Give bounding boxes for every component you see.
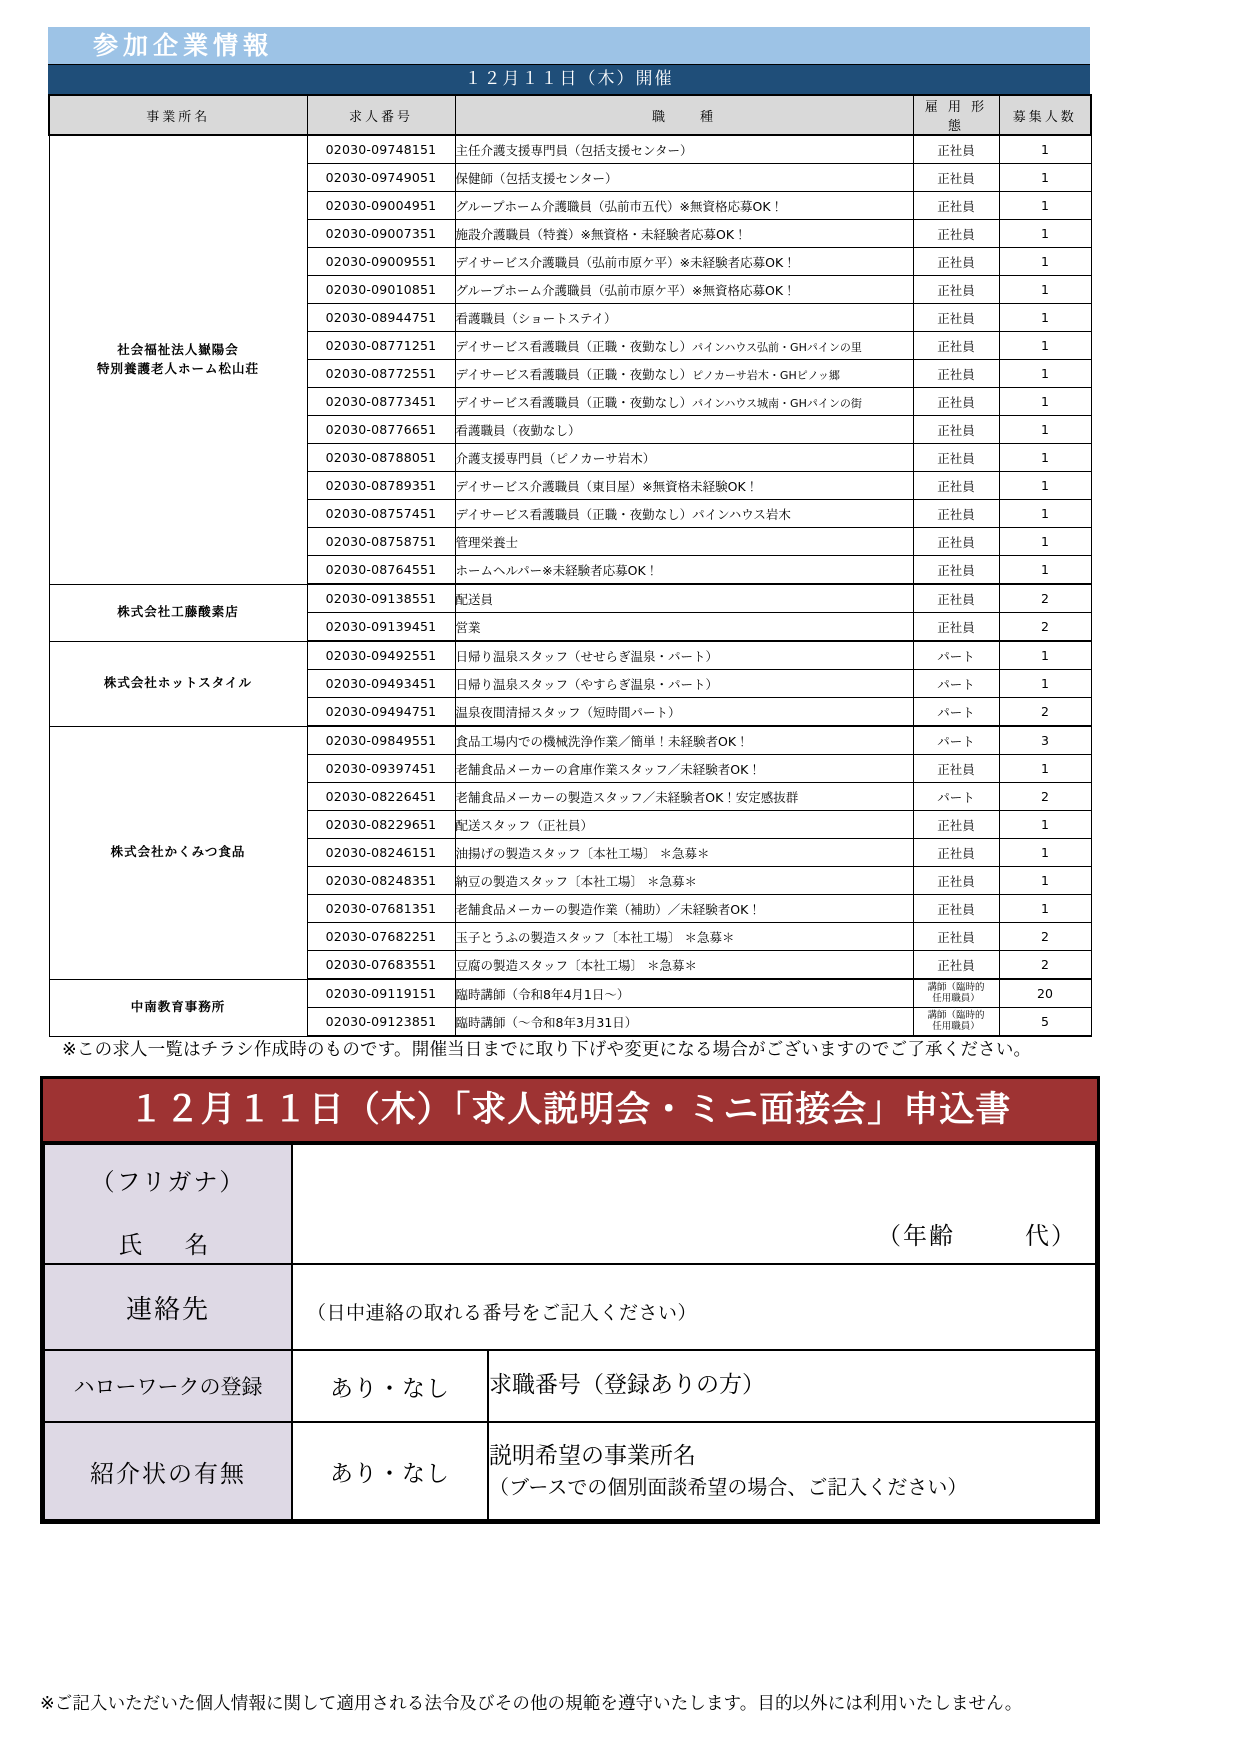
employment-type-cell: 正社員 — [913, 164, 999, 192]
job-number-cell: 02030-09494751 — [307, 698, 455, 727]
recruit-count-cell: 1 — [999, 416, 1091, 444]
employment-type-line: 任用職員） — [932, 992, 980, 1004]
recruit-count-cell: 2 — [999, 923, 1091, 951]
employment-type-cell: 正社員 — [913, 248, 999, 276]
job-title-cell: 配送員 — [455, 584, 913, 613]
table-row — [49, 726, 1091, 755]
office-name-cell: 中南教育事務所 — [49, 979, 307, 1036]
col-header-job: 職 種 — [455, 95, 913, 135]
job-title-suffix: ピノカーサ岩木・GHピノッ郷 — [692, 368, 840, 382]
recruit-count-cell: 2 — [999, 783, 1091, 811]
job-number-cell: 02030-09004951 — [307, 192, 455, 220]
employment-type-cell: 正社員 — [913, 388, 999, 416]
job-title-cell: 油揚げの製造スタッフ〔本社工場〕 ＊急募＊ — [455, 839, 913, 867]
hellowork-choice-cell[interactable]: あり・なし — [292, 1350, 488, 1422]
recruit-count-cell: 1 — [999, 444, 1091, 472]
employment-type-cell: パート — [913, 783, 999, 811]
job-title-cell: 主任介護支援専門員（包括支援センター） — [455, 135, 913, 164]
employment-type-line: 任用職員） — [932, 1020, 980, 1032]
employment-type-cell: パート — [913, 726, 999, 755]
job-title-cell: グループホーム介護職員（弘前市五代）※無資格応募OK！ — [455, 192, 913, 220]
job-number-cell: 02030-08789351 — [307, 472, 455, 500]
employment-type-cell — [913, 979, 999, 1008]
job-number-cell: 02030-08764551 — [307, 556, 455, 585]
recruit-count-cell: 1 — [999, 248, 1091, 276]
job-number-cell: 02030-07682251 — [307, 923, 455, 951]
jobseeker-number-label: 求職番号（登録ありの方） — [489, 1372, 765, 1399]
job-number-cell: 02030-08758751 — [307, 528, 455, 556]
job-number-cell: 02030-08788051 — [307, 444, 455, 472]
recruit-count-cell: 2 — [999, 613, 1091, 642]
office-name-cell: 株式会社かくみつ食品 — [49, 726, 307, 979]
job-title-cell: 豆腐の製造スタッフ〔本社工場〕 ＊急募＊ — [455, 951, 913, 980]
job-number-cell: 02030-07683551 — [307, 951, 455, 980]
job-title-cell: 看護職員（夜勤なし） — [455, 416, 913, 444]
job-title-cell: デイサービス看護職員（正職・夜勤なし）パインハウス城南・GHパインの街 — [455, 388, 913, 416]
form-row-referral — [44, 1422, 1096, 1520]
employment-type-cell: 正社員 — [913, 444, 999, 472]
office-name-cell: 株式会社ホットスタイル — [49, 641, 307, 726]
recruit-count-cell: 1 — [999, 360, 1091, 388]
employment-type-cell: パート — [913, 698, 999, 727]
age-prefix-label: （年齢 — [877, 1222, 955, 1250]
referral-choice-cell[interactable]: あり・なし — [292, 1422, 488, 1520]
job-number-cell: 02030-08771251 — [307, 332, 455, 360]
name-label-cell — [44, 1144, 292, 1264]
table-row — [49, 584, 1091, 613]
job-title-cell: 看護職員（ショートステイ） — [455, 304, 913, 332]
employment-type-cell: 正社員 — [913, 304, 999, 332]
recruit-count-cell: 1 — [999, 135, 1091, 164]
job-number-cell: 02030-09009551 — [307, 248, 455, 276]
employment-type-line: 講師（臨時的 — [927, 981, 985, 993]
job-title-cell: デイサービス介護職員（弘前市原ケ平）※未経験者応募OK！ — [455, 248, 913, 276]
job-number-cell: 02030-09492551 — [307, 641, 455, 670]
form-row-contact — [44, 1264, 1096, 1350]
employment-type-cell: パート — [913, 641, 999, 670]
recruit-count-cell: 2 — [999, 584, 1091, 613]
employment-type-cell: 正社員 — [913, 416, 999, 444]
recruit-count-cell: 20 — [999, 979, 1091, 1008]
col-header-number: 求人番号 — [307, 95, 455, 135]
application-form-title: １２月１１日（木）「求人説明会・ミニ面接会」申込書 — [43, 1079, 1097, 1143]
job-title-cell: 配送スタッフ（正社員） — [455, 811, 913, 839]
job-title-cell: 日帰り温泉スタッフ（やすらぎ温泉・パート） — [455, 670, 913, 698]
job-number-cell: 02030-08229651 — [307, 811, 455, 839]
contact-hint-text: （日中連絡の取れる番号をご記入ください） — [307, 1301, 698, 1324]
job-title-suffix: パインハウス城南・GHパインの街 — [692, 396, 862, 410]
recruit-count-cell: 1 — [999, 755, 1091, 783]
recruit-count-cell: 1 — [999, 388, 1091, 416]
job-number-cell: 02030-09493451 — [307, 670, 455, 698]
employment-type-cell: 正社員 — [913, 556, 999, 585]
job-number-cell: 02030-07681351 — [307, 895, 455, 923]
job-number-cell: 02030-09397451 — [307, 755, 455, 783]
jobs-table-body — [49, 135, 1091, 1036]
table-row — [49, 979, 1091, 1008]
table-row — [49, 135, 1091, 164]
jobseeker-number-cell[interactable] — [488, 1350, 1096, 1422]
event-date-bar: １２月１１日（木）開催 — [48, 64, 1090, 94]
application-form-table — [43, 1143, 1097, 1521]
job-title-cell: 臨時講師（令和8年4月1日～） — [455, 979, 913, 1008]
job-number-cell: 02030-08226451 — [307, 783, 455, 811]
job-number-cell: 02030-09138551 — [307, 584, 455, 613]
job-number-cell: 02030-08248351 — [307, 867, 455, 895]
job-title-cell: デイサービス介護職員（東目屋）※無資格未経験OK！ — [455, 472, 913, 500]
employment-type-cell: 正社員 — [913, 360, 999, 388]
desired-office-sub-label: （ブースでの個別面談希望の場合、ご記入ください） — [489, 1475, 968, 1500]
col-header-type: 雇 用 形 態 — [913, 95, 999, 135]
jobs-disclaimer-note: ※この求人一覧はチラシ作成時のものです。開催当日までに取り下げや変更になる場合がございますのでご了承ください。 — [62, 1040, 1032, 1060]
desired-office-cell[interactable] — [488, 1422, 1096, 1520]
employment-type-cell: 正社員 — [913, 276, 999, 304]
job-title-cell: ホームヘルパー※未経験者応募OK！ — [455, 556, 913, 585]
furigana-label: （フリガナ） — [90, 1168, 246, 1196]
employment-type-cell: 正社員 — [913, 528, 999, 556]
contact-input-cell[interactable] — [292, 1264, 1096, 1350]
recruit-count-cell: 1 — [999, 500, 1091, 528]
job-number-cell: 02030-09123851 — [307, 1008, 455, 1037]
job-number-cell: 02030-09007351 — [307, 220, 455, 248]
job-number-cell: 02030-09849551 — [307, 726, 455, 755]
name-label: 氏 名 — [118, 1231, 218, 1259]
recruit-count-cell: 1 — [999, 811, 1091, 839]
job-title-cell: 老舗食品メーカーの製造スタッフ／未経験者OK！安定感抜群 — [455, 783, 913, 811]
employment-type-cell: 正社員 — [913, 584, 999, 613]
recruit-count-cell: 1 — [999, 895, 1091, 923]
employment-type-cell: パート — [913, 670, 999, 698]
office-name-cell: 株式会社工藤酸素店 — [49, 584, 307, 641]
employment-type-cell: 正社員 — [913, 500, 999, 528]
employment-type-line: 講師（臨時的 — [927, 1009, 985, 1021]
recruit-count-cell: 1 — [999, 332, 1091, 360]
recruit-count-cell: 1 — [999, 839, 1091, 867]
job-title-cell: グループホーム介護職員（弘前市原ケ平）※無資格応募OK！ — [455, 276, 913, 304]
section-banner-title: 参加企業情報 — [48, 27, 1090, 64]
job-title-cell: 臨時講師（～令和8年3月31日） — [455, 1008, 913, 1037]
job-title-cell: デイサービス看護職員（正職・夜勤なし）パインハウス弘前・GHパインの里 — [455, 332, 913, 360]
job-title-cell: 保健師（包括支援センター） — [455, 164, 913, 192]
job-title-cell: 食品工場内での機械洗浄作業／簡単！未経験者OK！ — [455, 726, 913, 755]
recruit-count-cell: 1 — [999, 641, 1091, 670]
desired-office-label: 説明希望の事業所名 — [489, 1442, 696, 1469]
privacy-note: ※ご記入いただいた個人情報に関して適用される法令及びその他の規範を遵守いたします。目的以外には利用いたしません。 — [40, 1694, 1023, 1714]
table-row — [49, 641, 1091, 670]
table-header-row — [49, 95, 1091, 135]
recruit-count-cell: 1 — [999, 304, 1091, 332]
job-title-cell: 管理栄養士 — [455, 528, 913, 556]
recruit-count-cell: 1 — [999, 276, 1091, 304]
job-number-cell: 02030-08773451 — [307, 388, 455, 416]
employment-type-cell: 正社員 — [913, 923, 999, 951]
recruit-count-cell: 1 — [999, 164, 1091, 192]
job-title-cell: 介護支援専門員（ピノカーサ岩木） — [455, 444, 913, 472]
recruit-count-cell: 2 — [999, 698, 1091, 727]
job-number-cell: 02030-08944751 — [307, 304, 455, 332]
employment-type-cell — [913, 1008, 999, 1037]
job-number-cell: 02030-08757451 — [307, 500, 455, 528]
recruit-count-cell: 3 — [999, 726, 1091, 755]
employment-type-cell: 正社員 — [913, 613, 999, 642]
participating-companies-section — [48, 27, 1090, 1037]
employment-type-cell: 正社員 — [913, 839, 999, 867]
recruit-count-cell: 1 — [999, 192, 1091, 220]
recruit-count-cell: 1 — [999, 220, 1091, 248]
application-form-section — [40, 1076, 1100, 1524]
job-title-cell: デイサービス看護職員（正職・夜勤なし）パインハウス岩木 — [455, 500, 913, 528]
age-suffix-label: 代） — [1025, 1222, 1077, 1250]
col-header-count: 募集人数 — [999, 95, 1091, 135]
job-title-cell: 施設介護職員（特養）※無資格・未経験者応募OK！ — [455, 220, 913, 248]
recruit-count-cell: 1 — [999, 556, 1091, 585]
job-number-cell: 02030-08776651 — [307, 416, 455, 444]
job-title-cell: デイサービス看護職員（正職・夜勤なし）ピノカーサ岩木・GHピノッ郷 — [455, 360, 913, 388]
hellowork-label-cell: ハローワークの登録 — [44, 1350, 292, 1422]
office-name-cell: 社会福祉法人嶽陽会 特別養護老人ホーム松山荘 — [49, 135, 307, 584]
employment-type-cell: 正社員 — [913, 755, 999, 783]
employment-type-cell: 正社員 — [913, 332, 999, 360]
job-number-cell: 02030-09748151 — [307, 135, 455, 164]
recruit-count-cell: 1 — [999, 867, 1091, 895]
job-title-cell: 玉子とうふの製造スタッフ〔本社工場〕 ＊急募＊ — [455, 923, 913, 951]
age-field[interactable] — [877, 1216, 1077, 1251]
employment-type-cell: 正社員 — [913, 895, 999, 923]
referral-label-cell: 紹介状の有無 — [44, 1422, 292, 1520]
col-header-office: 事業所名 — [49, 95, 307, 135]
recruit-count-cell: 1 — [999, 472, 1091, 500]
employment-type-cell: 正社員 — [913, 135, 999, 164]
job-title-cell: 納豆の製造スタッフ〔本社工場〕 ＊急募＊ — [455, 867, 913, 895]
name-input-cell[interactable] — [292, 1144, 1096, 1264]
jobs-table-head — [49, 95, 1091, 135]
contact-label-cell: 連絡先 — [44, 1264, 292, 1350]
job-number-cell: 02030-09139451 — [307, 613, 455, 642]
recruit-count-cell: 5 — [999, 1008, 1091, 1037]
job-number-cell: 02030-09749051 — [307, 164, 455, 192]
job-number-cell: 02030-09119151 — [307, 979, 455, 1008]
recruit-count-cell: 1 — [999, 528, 1091, 556]
jobs-table — [48, 94, 1092, 1037]
job-title-cell: 老舗食品メーカーの製造作業（補助）／未経験者OK！ — [455, 895, 913, 923]
employment-type-cell: 正社員 — [913, 951, 999, 980]
job-number-cell: 02030-08246151 — [307, 839, 455, 867]
employment-type-cell: 正社員 — [913, 192, 999, 220]
job-title-cell: 営業 — [455, 613, 913, 642]
job-title-suffix: パインハウス弘前・GHパインの里 — [692, 340, 862, 354]
employment-type-cell: 正社員 — [913, 472, 999, 500]
job-title-cell: 日帰り温泉スタッフ（せせらぎ温泉・パート） — [455, 641, 913, 670]
job-number-cell: 02030-09010851 — [307, 276, 455, 304]
job-title-cell: 温泉夜間清掃スタッフ（短時間パート） — [455, 698, 913, 727]
employment-type-cell: 正社員 — [913, 867, 999, 895]
employment-type-cell: 正社員 — [913, 220, 999, 248]
recruit-count-cell: 2 — [999, 951, 1091, 980]
recruit-count-cell: 1 — [999, 670, 1091, 698]
job-title-cell: 老舗食品メーカーの倉庫作業スタッフ／未経験者OK！ — [455, 755, 913, 783]
employment-type-cell: 正社員 — [913, 811, 999, 839]
job-number-cell: 02030-08772551 — [307, 360, 455, 388]
form-row-hellowork — [44, 1350, 1096, 1422]
form-row-name — [44, 1144, 1096, 1264]
